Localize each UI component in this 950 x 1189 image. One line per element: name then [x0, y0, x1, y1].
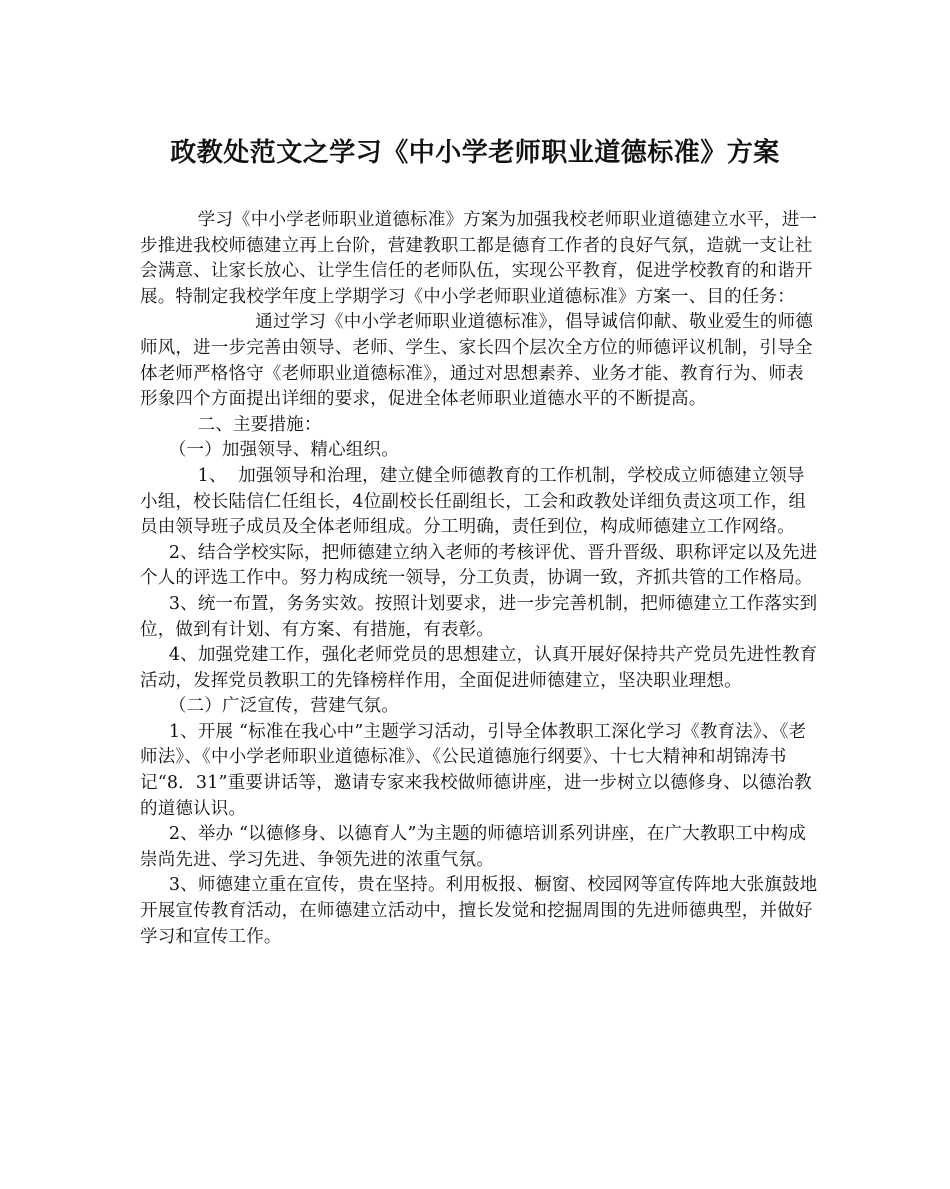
paragraph-1-2: 2、结合学校实际，把师德建立纳入老师的考核评优、晋升晋级、职称评定以及先进个人的评选工作中。努力构成统一领导，分工负责，协调一致，齐抓共管的工作格局。 — [140, 542, 818, 589]
paragraph-1-1: 1、 加强领导和治理，建立健全师德教育的工作机制，学校成立师德建立领导小组，校长陆信仁任组长，4位副校长任副组长，工会和政教处详细负责这项工作，组员由领导班子成员及全体老师组成。分工明确，责任到位，构成师德建立工作网络。 — [140, 465, 807, 538]
heading-section-2: （二）广泛宣传，营建气氛。 — [140, 696, 399, 717]
paragraph-1-3: 3、统一布置，务务实效。按照计划要求，进一步完善机制，把师德建立工作落实到位，做到有计划、有方案、有措施，有表彰。 — [140, 593, 818, 640]
heading-main-measures: 二、主要措施： — [140, 414, 322, 435]
paragraph-2-2: 2、举办 “以德修身、以德育人”为主题的师德培训系列讲座，在广大教职工中构成崇尚先进、学习先进、争领先进的浓重气氛。 — [140, 824, 807, 870]
document-title: 政教处范文之学习《中小学老师职业道德标准》方案 — [170, 138, 780, 168]
paragraph-1-4: 4、加强党建工作，强化老师党员的思想建立，认真开展好保持共产党员先进性教育活动，发挥党员教职工的先锋榜样作用，全面促进师德建立，坚决职业理想。 — [140, 645, 818, 691]
heading-section-1: （一）加强领导、精心组织。 — [140, 440, 399, 461]
paragraph-intro: 学习《中小学老师职业道德标准》方案为加强我校老师职业道德建立水平，进一步推进我校师德建立再上台阶，营建教职工都是德育工作者的良好气氛，造就一支让社会满意、让家长放心、让学生信任的老师队伍，实现公平教育，促进学校教育的和谐开展。特制定我校学年度上学期学习《中小学老师职业道德标准》方案一、目的任务： — [140, 210, 818, 307]
paragraph-2-1: 1、开展 “标准在我心中”主题学习活动，引导全体教职工深化学习《教育法》、《老师法》、《中小学老师职业道德标准》、《公民道德施行纲要》、十七大精神和胡锦涛书记“8．31”重要讲话等，邀请专家来我校做师德讲座，进一步树立以德修身、以德治教的道德认识。 — [140, 721, 812, 819]
document-body — [140, 208, 820, 950]
paragraph-2-3: 3、师德建立重在宣传，贵在坚持。利用板报、橱窗、校园网等宣传阵地大张旗鼓地开展宣传教育活动，在师德建立活动中，擅长发觉和挖掘周围的先进师德典型，并做好学习和宣传工作。 — [140, 875, 818, 947]
paragraph-goal: 通过学习《中小学老师职业道德标准》，倡导诚信仰献、敬业爱生的师德师风，进一步完善由领导、老师、学生、家长四个层次全方位的师德评议机制，引导全体老师严格恪守《老师职业道德标准》，通过对思想素养、业务才能、教育行为、师表形象四个方面提出详细的要求，促进全体老师职业道德水平的不断提高。 — [140, 312, 813, 410]
